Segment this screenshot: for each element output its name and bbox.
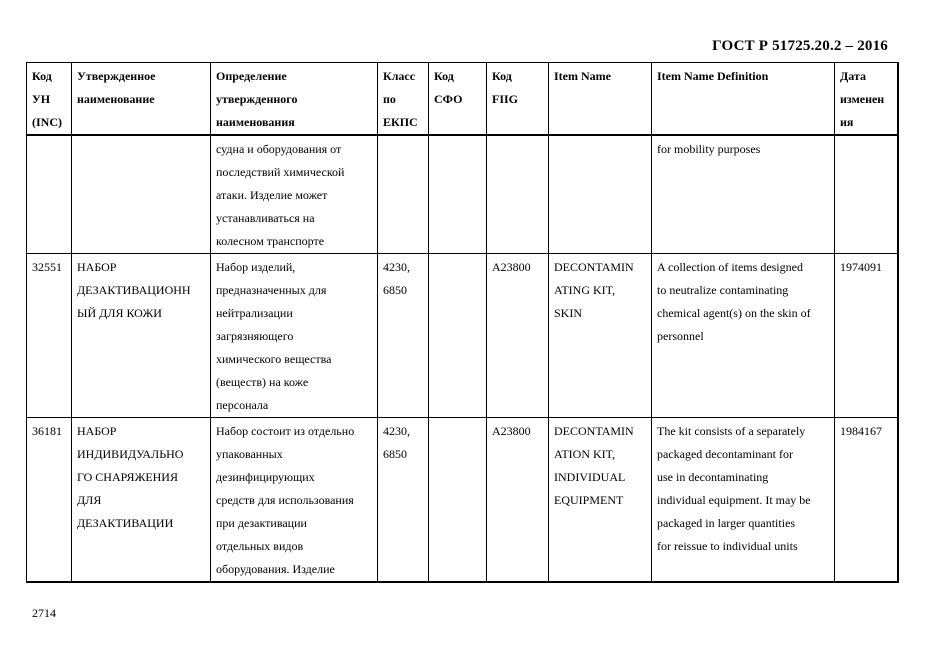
cell-text-line: оборудования. Изделие [216, 562, 335, 576]
cell-col-item-name-definition [652, 135, 835, 254]
cell-text-line: Набор состоит из отдельно [216, 424, 355, 438]
cell-col-inc-code [27, 418, 72, 583]
cell-text-line: устанавливаться на [216, 211, 315, 225]
cell-col-inc-code [27, 135, 72, 254]
cell-text-line: A23800 [492, 260, 531, 274]
cell-text-line: упакованных [216, 447, 283, 461]
header-text-line: Класс [383, 69, 416, 83]
header-text-line: утвержденного [216, 92, 298, 106]
catalog-table [26, 62, 899, 583]
header-text-line: ЕКПС [383, 115, 418, 129]
cell-col-approved-name [72, 418, 211, 583]
cell-col-fiig-code [487, 135, 549, 254]
cell-text-line: EQUIPMENT [554, 493, 624, 507]
header-col-name-definition [211, 63, 378, 136]
cell-text-line: 32551 [32, 260, 62, 274]
cell-text-line: 36181 [32, 424, 62, 438]
cell-text-line: chemical agent(s) on the skin of [657, 306, 811, 320]
cell-text-line: НАБОР [77, 260, 117, 274]
cell-col-sfo-code [429, 418, 487, 583]
page-number: 2714 [32, 606, 56, 620]
cell-text-line: 1974091 [840, 260, 882, 274]
cell-text-line: use in decontaminating [657, 470, 769, 484]
header-text-line: Определение [216, 69, 287, 83]
cell-text-line: 4230, [383, 260, 410, 274]
cell-col-fiig-code [487, 254, 549, 418]
cell-text-line: загрязняющего [216, 329, 294, 343]
header-col-item-name [549, 63, 652, 136]
header-text-line: наименования [216, 115, 295, 129]
cell-text-line: последствий химической [216, 165, 345, 179]
header-col-fiig-code [487, 63, 549, 136]
cell-text-line: A collection of items designed [657, 260, 803, 274]
cell-text-line: 6850 [383, 283, 407, 297]
cell-text-line: packaged decontaminant for [657, 447, 793, 461]
cell-text-line: колесном транспорте [216, 234, 325, 248]
header-col-change-date [835, 63, 898, 136]
cell-col-sfo-code [429, 135, 487, 254]
header-text-line: СФО [434, 92, 463, 106]
header-text-line: ия [840, 115, 854, 129]
table-header [27, 63, 898, 136]
cell-text-line: personnel [657, 329, 704, 343]
table-row [27, 135, 898, 254]
cell-col-ekps-class [378, 135, 429, 254]
cell-col-ekps-class [378, 254, 429, 418]
cell-col-change-date [835, 135, 898, 254]
cell-col-sfo-code [429, 254, 487, 418]
header-text-line: Дата [840, 69, 866, 83]
cell-text-line: нейтрализации [216, 306, 293, 320]
header-text-line: Код [492, 69, 512, 83]
cell-col-item-name-definition [652, 254, 835, 418]
cell-text-line: (веществ) на коже [216, 375, 309, 389]
cell-text-line: атаки. Изделие может [216, 188, 328, 202]
table-row [27, 418, 898, 583]
cell-text-line: A23800 [492, 424, 531, 438]
header-text-line: Утвержденное [77, 69, 156, 83]
cell-col-item-name [549, 418, 652, 583]
header-text-line: Item Name Definition [657, 69, 769, 83]
cell-text-line: химического вещества [216, 352, 332, 366]
header-col-inc-code [27, 63, 72, 136]
cell-text-line: INDIVIDUAL [554, 470, 626, 484]
cell-text-line: Набор изделий, [216, 260, 296, 274]
cell-text-line: for mobility purposes [657, 142, 761, 156]
table-body [27, 135, 898, 582]
cell-text-line: ИНДИВИДУАЛЬНО [77, 447, 184, 461]
header-text-line: FIIG [492, 92, 519, 106]
header-row [27, 63, 898, 136]
cell-text-line: средств для использования [216, 493, 354, 507]
cell-text-line: 6850 [383, 447, 407, 461]
cell-col-change-date [835, 418, 898, 583]
header-text-line: наименование [77, 92, 155, 106]
cell-text-line: дезинфицирующих [216, 470, 315, 484]
cell-col-item-name [549, 135, 652, 254]
cell-text-line: судна и оборудования от [216, 142, 342, 156]
cell-text-line: НАБОР [77, 424, 117, 438]
cell-col-name-definition [211, 418, 378, 583]
cell-text-line: ГО СНАРЯЖЕНИЯ [77, 470, 178, 484]
cell-col-name-definition [211, 254, 378, 418]
cell-text-line: отдельных видов [216, 539, 304, 553]
header-text-line: УН [32, 92, 51, 106]
cell-text-line: packaged in larger quantities [657, 516, 796, 530]
cell-text-line: individual equipment. It may be [657, 493, 811, 507]
cell-text-line: ДЛЯ [77, 493, 102, 507]
cell-col-item-name [549, 254, 652, 418]
cell-col-item-name-definition [652, 418, 835, 583]
cell-col-name-definition [211, 135, 378, 254]
standard-designation: ГОСТ Р 51725.20.2 – 2016 [712, 38, 888, 54]
header-text-line: Код [32, 69, 52, 83]
cell-text-line: предназначенных для [216, 283, 327, 297]
header-col-ekps-class [378, 63, 429, 136]
cell-col-ekps-class [378, 418, 429, 583]
cell-col-fiig-code [487, 418, 549, 583]
cell-text-line: SKIN [554, 306, 583, 320]
cell-text-line: DECONTAMIN [554, 260, 634, 274]
cell-text-line: персонала [216, 398, 269, 412]
cell-col-inc-code [27, 254, 72, 418]
header-text-line: изменен [840, 92, 885, 106]
header-text-line: по [383, 92, 396, 106]
cell-text-line: ATING KIT, [554, 283, 616, 297]
header-text-line: Item Name [554, 69, 611, 83]
header-col-item-name-definition [652, 63, 835, 136]
cell-text-line: The kit consists of a separately [657, 424, 806, 438]
cell-text-line: 4230, [383, 424, 410, 438]
cell-text-line: 1984167 [840, 424, 882, 438]
header-col-sfo-code [429, 63, 487, 136]
cell-text-line: ДЕЗАКТИВАЦИИ [77, 516, 174, 530]
cell-text-line: for reissue to individual units [657, 539, 798, 553]
header-col-approved-name [72, 63, 211, 136]
table-row [27, 254, 898, 418]
cell-text-line: DECONTAMIN [554, 424, 634, 438]
cell-col-approved-name [72, 135, 211, 254]
cell-col-change-date [835, 254, 898, 418]
cell-text-line: ЫЙ ДЛЯ КОЖИ [77, 306, 162, 320]
cell-col-approved-name [72, 254, 211, 418]
cell-text-line: ДЕЗАКТИВАЦИОНН [77, 283, 191, 297]
cell-text-line: ATION KIT, [554, 447, 616, 461]
cell-text-line: to neutralize contaminating [657, 283, 789, 297]
cell-text-line: при дезактивации [216, 516, 307, 530]
header-text-line: (INC) [32, 115, 62, 129]
header-text-line: Код [434, 69, 454, 83]
